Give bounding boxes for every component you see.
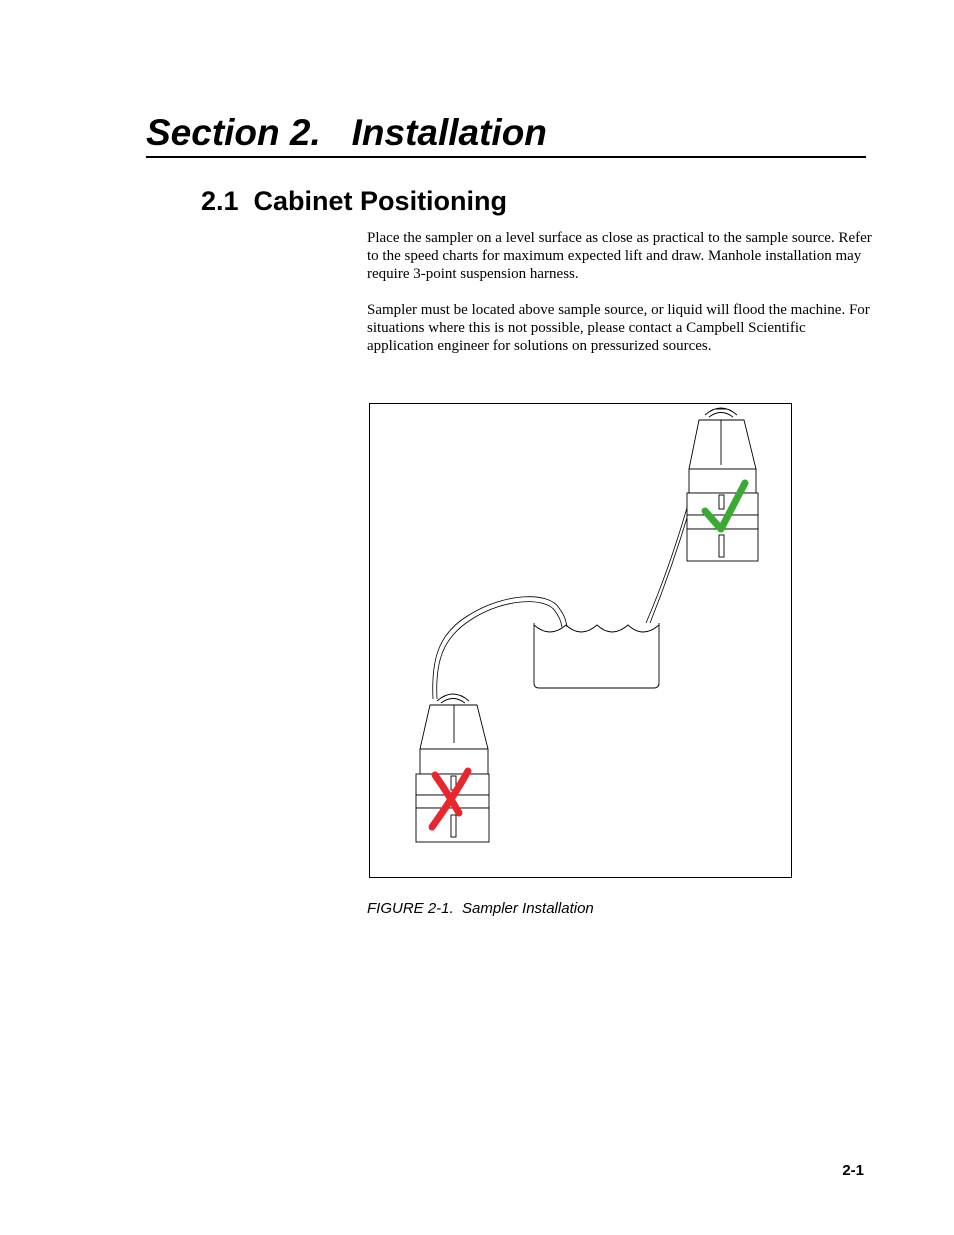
figure-caption: FIGURE 2-1. Sampler Installation — [367, 900, 594, 917]
subsection-title: 2.1 Cabinet Positioning — [201, 186, 508, 216]
page-number: 2-1 — [842, 1162, 864, 1179]
sampler-installation-figure — [369, 403, 792, 878]
title-rule — [146, 156, 866, 158]
figure-illustration — [369, 403, 792, 878]
paragraph-placement: Place the sampler on a level surface as close as practical to the sample source. Refer to the speed charts for maximum expected lift and draw. Manhole installation may require 3-point suspension harness. — [367, 230, 872, 282]
section-title: Section 2. Installation — [146, 112, 547, 153]
paragraph-location-warning: Sampler must be located above sample source, or liquid will flood the machine. For situations where this is not possible, please contact a Campbell Scientific application engineer for solutions on pressurized sources. — [367, 302, 870, 354]
